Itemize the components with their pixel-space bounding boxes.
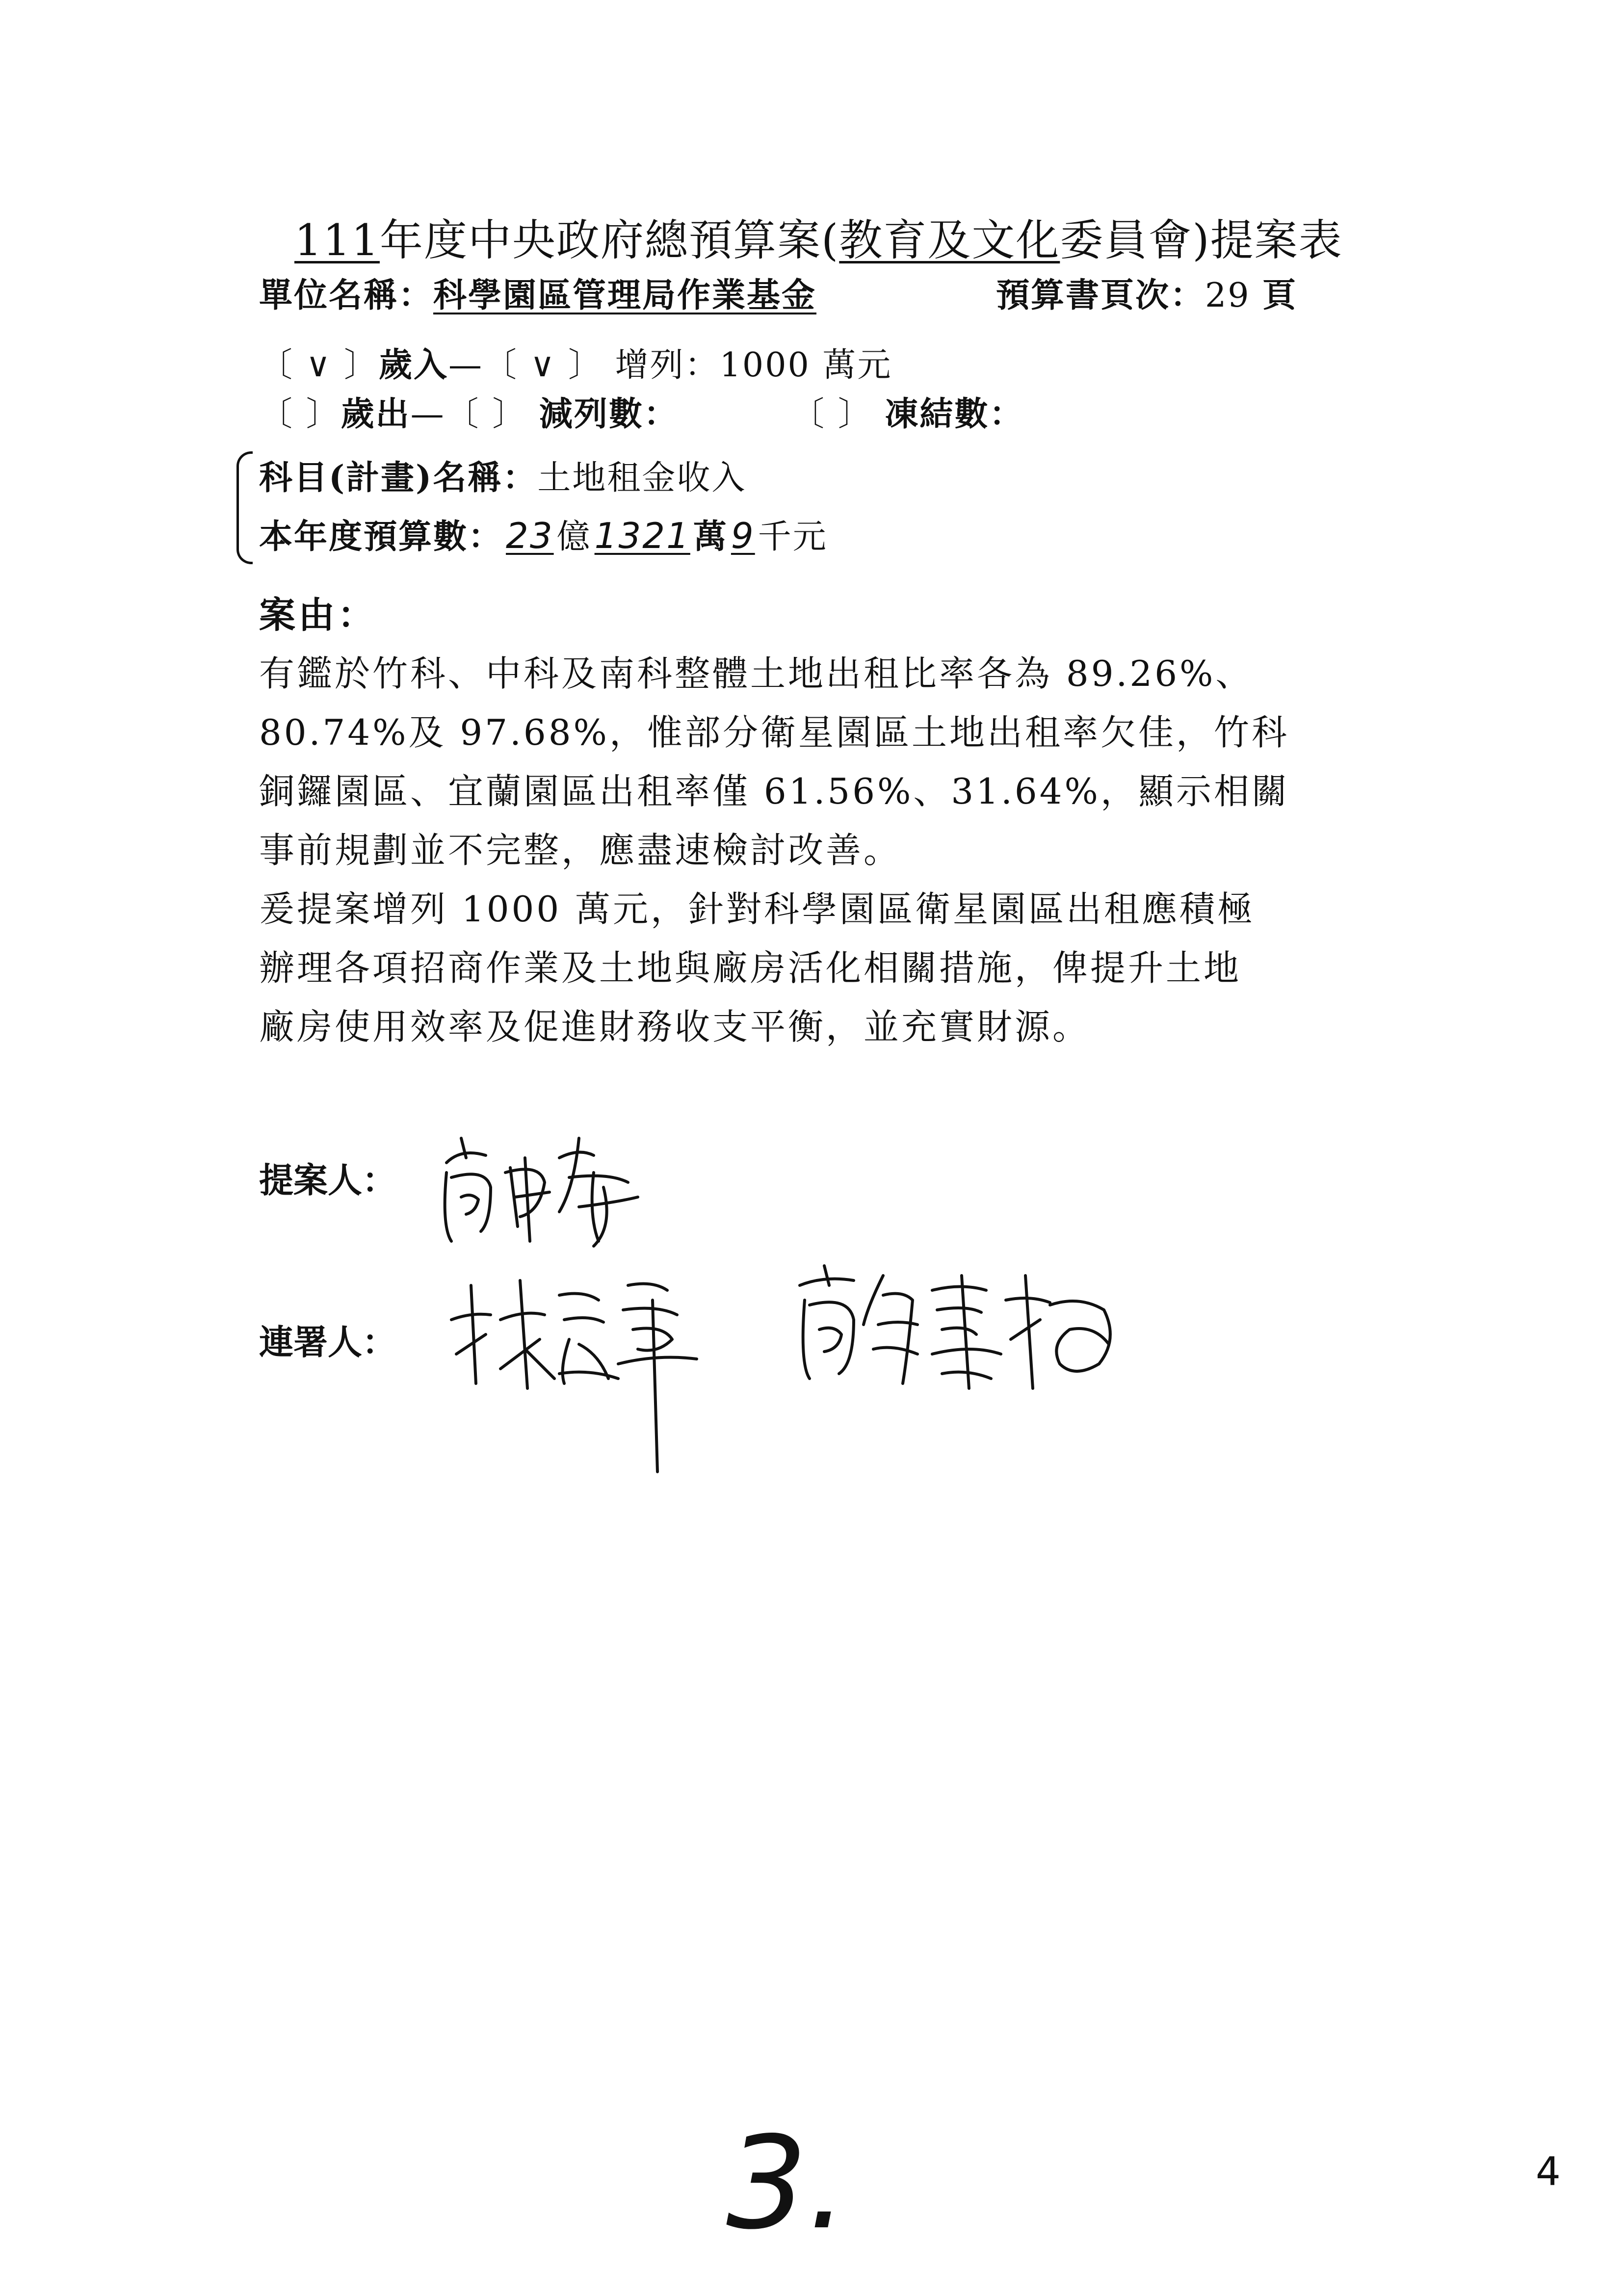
budget-thousand: 9	[731, 515, 755, 556]
form-title	[294, 206, 1343, 268]
reason-line: 80.74%及 97.68%，惟部分衛星園區土地出租率欠佳，竹科	[259, 712, 1289, 753]
page-label: 預算書頁次：	[996, 276, 1205, 315]
proposer-signature	[432, 1128, 667, 1256]
reason-line: 爰提案增列 1000 萬元，針對科學園區衛星園區出租應積極	[259, 888, 1256, 930]
subject-value: 土地租金收入	[537, 459, 747, 497]
unit-label: 單位名稱：	[259, 276, 434, 315]
budget-label: 本年度預算數：	[259, 517, 503, 556]
bracket-mark	[236, 451, 253, 564]
title-part1: 年度中央政府總預算案(	[379, 215, 839, 265]
freeze-checkbox: 〔 〕	[791, 395, 873, 434]
budget-unit-yi: 億	[556, 518, 592, 556]
budget-unit-wan: 萬	[693, 517, 728, 556]
dash: —	[410, 395, 445, 434]
expense-label: 歲出	[341, 394, 411, 434]
page-number: 4	[1536, 2149, 1561, 2194]
revenue-label: 歲入	[379, 345, 449, 385]
subject-label: 科目(計畫)名稱：	[259, 458, 538, 497]
subject-row	[259, 451, 746, 499]
reason-line: 有鑑於竹科、中科及南科整體土地出租比率各為 89.26%、	[259, 653, 1254, 694]
title-year: 111	[294, 215, 380, 265]
proposer-label: 提案人：	[259, 1160, 396, 1200]
handwritten-number: 3.	[726, 2110, 848, 2258]
freeze-label: 凍結數：	[885, 394, 1024, 434]
budget-row	[259, 510, 828, 558]
cosigner-label: 連署人：	[259, 1322, 396, 1362]
unit-name-row	[259, 269, 816, 316]
budget-unit-qian: 千元	[758, 518, 828, 556]
revenue-row	[259, 339, 892, 386]
expense-checkbox: 〔 〕	[259, 395, 341, 434]
page-suffix: 頁	[1262, 276, 1298, 315]
expense-row	[259, 388, 1024, 435]
revenue-checkbox: 〔 ∨ 〕	[259, 346, 379, 385]
cosigner-signature-2	[785, 1256, 1138, 1403]
title-part2: 委員會)提案表	[1060, 215, 1343, 265]
increase-label: 增列：1000 萬元	[615, 346, 892, 385]
title-committee: 教育及文化	[839, 215, 1060, 265]
page-value: 29	[1205, 276, 1251, 315]
reason-line: 銅鑼園區、宜蘭園區出租率僅 61.56%、31.64%，顯示相關	[259, 771, 1289, 812]
reason-line: 辦理各項招商作業及土地與廠房活化相關措施，俾提升土地	[259, 947, 1242, 989]
reason-line: 廠房使用效率及促進財務收支平衡，並充實財源。	[259, 1006, 1091, 1047]
cosigner-signature-1	[442, 1256, 746, 1487]
budget-ten-thousand: 1321	[594, 515, 690, 556]
dash: —	[448, 346, 484, 385]
reason-heading: 案由：	[259, 594, 377, 636]
increase-checkbox: 〔 ∨ 〕	[483, 346, 603, 385]
reason-line: 事前規劃並不完整，應盡速檢討改善。	[259, 830, 902, 871]
budget-hundred-million: 23	[506, 515, 554, 556]
decrease-checkbox: 〔 〕	[445, 395, 527, 434]
decrease-label: 減列數：	[539, 394, 679, 434]
budget-page-ref	[996, 269, 1297, 316]
unit-value: 科學園區管理局作業基金	[433, 276, 817, 315]
